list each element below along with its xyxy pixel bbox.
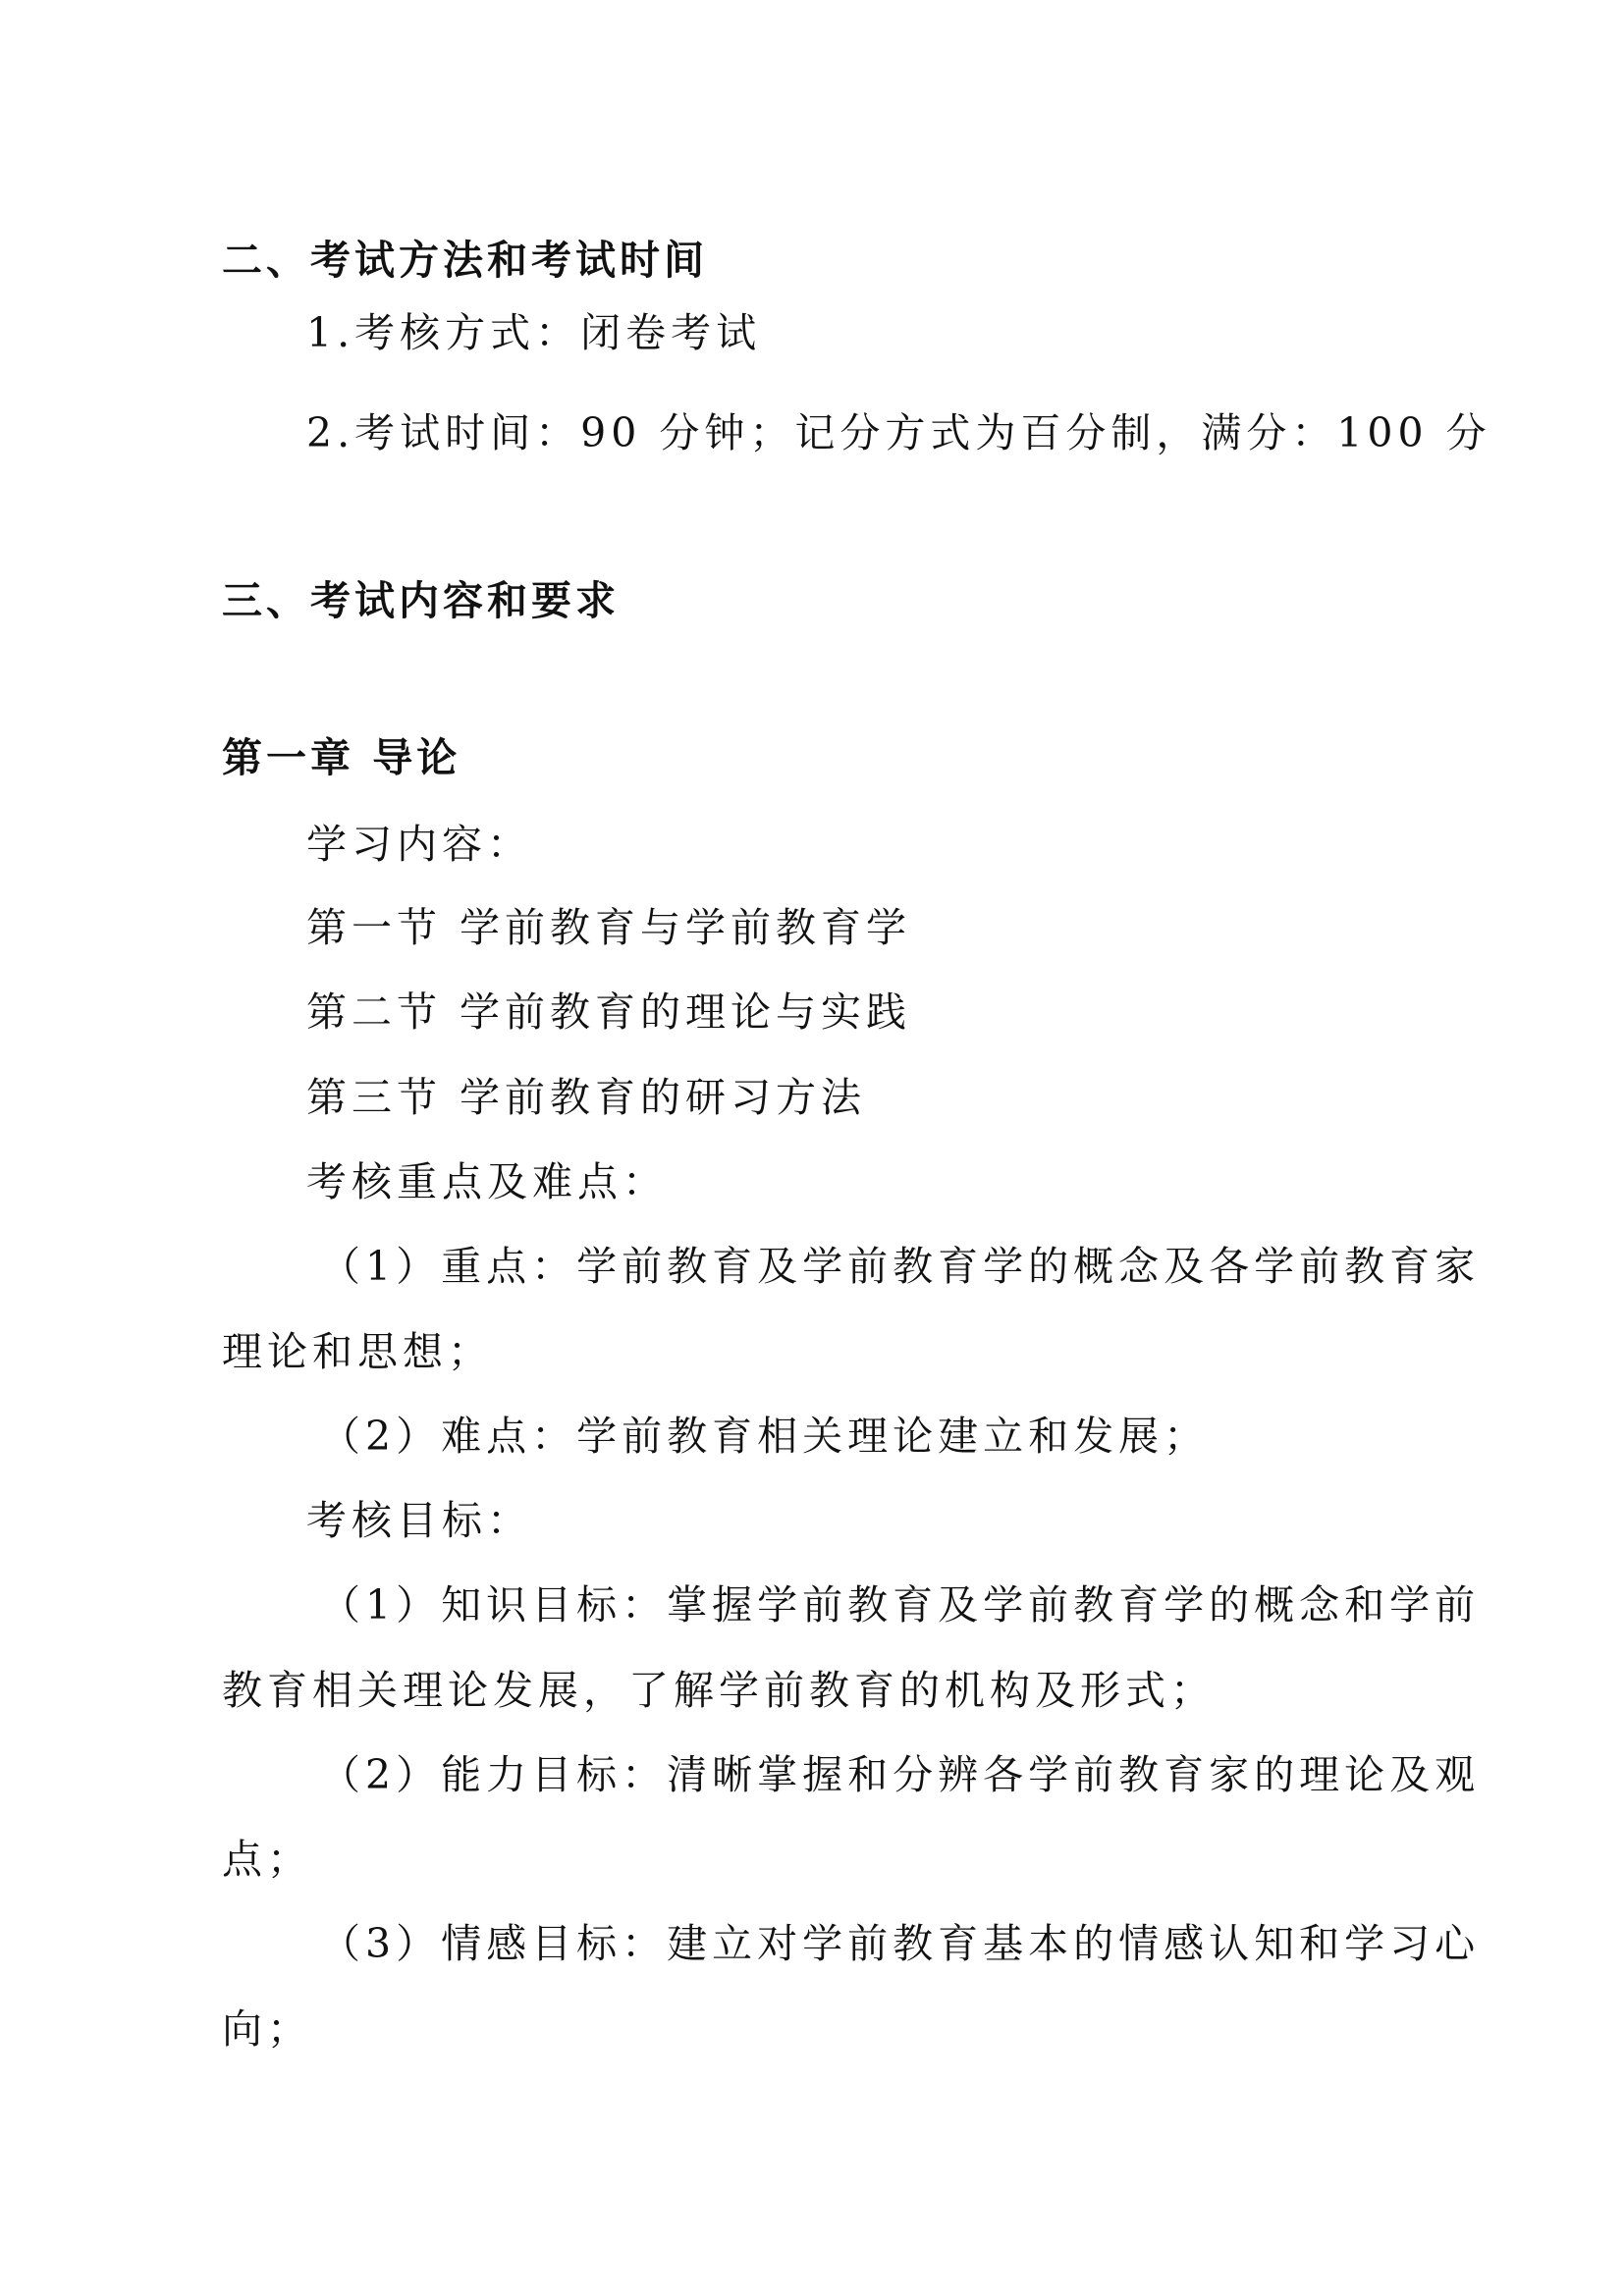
section-item: 第一节 学前教育与学前教育学 <box>306 904 912 951</box>
goals-label: 考核目标： <box>306 1497 532 1544</box>
key-points-label: 考核重点及难点： <box>306 1158 668 1205</box>
goal-item: （2）能力目标：清晰掌握和分辨各学前教育家的理论及观 <box>320 1751 1481 1798</box>
chapter-1-title: 第一章 导论 <box>222 734 461 781</box>
content-label: 学习内容： <box>306 821 532 868</box>
goal-item: （1）知识目标：掌握学前教育及学前教育学的概念和学前 <box>320 1581 1481 1629</box>
section-item: 第三节 学前教育的研习方法 <box>306 1074 867 1121</box>
key-point-item-continuation: 理论和思想； <box>222 1328 493 1375</box>
key-point-item: （2）难点：学前教育相关理论建立和发展； <box>320 1413 1210 1460</box>
section-3-heading: 三、考试内容和要求 <box>222 577 620 624</box>
section-item: 第二节 学前教育的理论与实践 <box>306 988 912 1036</box>
goal-item-continuation: 教育相关理论发展，了解学前教育的机构及形式； <box>222 1667 1216 1714</box>
goal-item-continuation: 向； <box>222 2005 312 2053</box>
exam-method-item: 1.考核方式：闭卷考试 <box>306 309 762 356</box>
section-2-heading: 二、考试方法和考试时间 <box>222 237 708 284</box>
goal-item-continuation: 点； <box>222 1836 312 1883</box>
key-point-item: （1）重点：学前教育及学前教育学的概念及各学前教育家 <box>320 1243 1481 1290</box>
exam-time-item: 2.考试时间：90 分钟；记分方式为百分制，满分：100 分 <box>306 409 1491 456</box>
goal-item: （3）情感目标：建立对学前教育基本的情感认知和学习心 <box>320 1920 1481 1967</box>
